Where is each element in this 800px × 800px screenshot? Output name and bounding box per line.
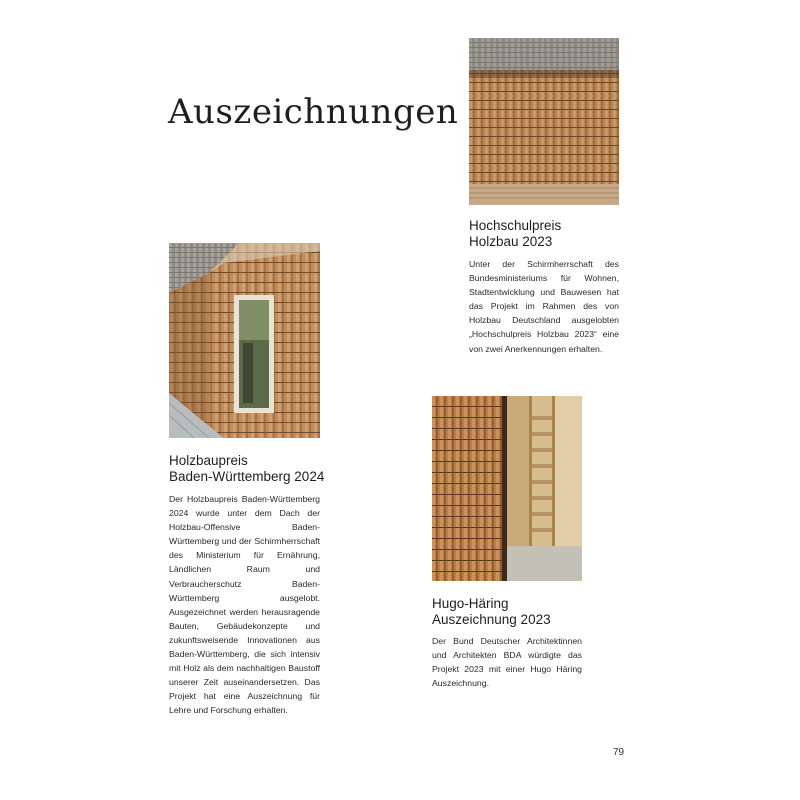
page-title: Auszeichnungen — [168, 92, 459, 132]
award-heading-holzbaupreis: Holzbaupreis Baden-Württemberg 2024 — [169, 453, 325, 484]
house-window-photo — [169, 243, 320, 438]
award-heading-hugo-haering: Hugo-Häring Auszeichnung 2023 — [432, 596, 551, 627]
shingle-wall-photo — [469, 38, 619, 205]
award-text-hugo-haering: Der Bund Deutscher Architektinnen und Architekten BDA würdigte das Projekt 2023 mit einer Hugo Häring Auszeichnung. — [432, 636, 582, 689]
award-heading-hochschulpreis: Hochschulpreis Holzbau 2023 — [469, 218, 562, 249]
shingle-staircase-photo — [432, 396, 582, 581]
award-text-holzbaupreis: Der Holzbaupreis Baden-Württemberg 2024 wurde unter dem Dach der Holzbau-Offensive Baden-Württemberg und der Schirmherrschaft des Ministerium für Ernährung, Ländlichen Raum und Verbraucherschutz Baden-Württemberg ausgelobt. Ausgezeichnet werden herausragende Bauten, Gebäudekonzepte und zukunftsweisende Innovationen aus Baden-Württemberg, die sich intensiv mit Holz als dem nachhaltigen Baustoff unserer Zeit auseinandersetzen. Das Projekt hat eine Auszeichnung für Lehre und Forschung erhalten. — [169, 494, 320, 716]
award-text-hochschulpreis: Unter der Schirmherrschaft des Bundesministeriums für Wohnen, Stadtentwicklung und Bauwesen hat das Projekt im Rahmen des von Holzbau Deutschland ausgelobten „Hochschulpreis Holzbau 2023“ eine von zwei Anerkennungen erhalten. — [469, 259, 619, 354]
page-number: 79 — [613, 747, 625, 758]
